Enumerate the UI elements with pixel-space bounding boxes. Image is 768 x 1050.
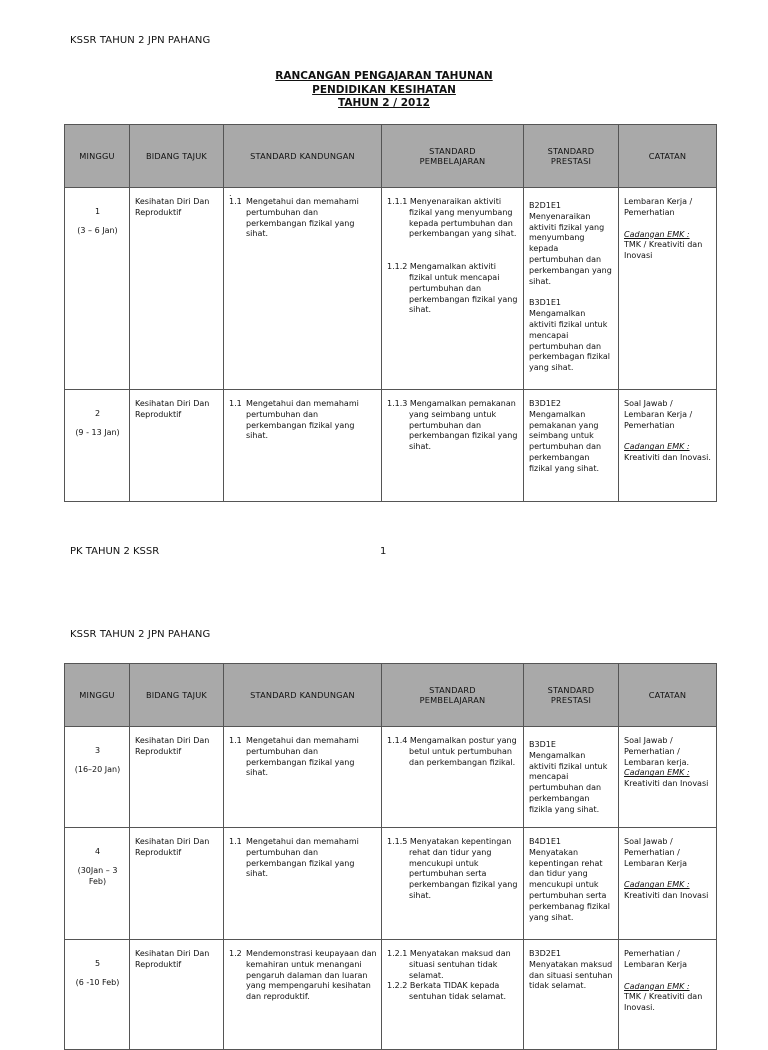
- catatan-text: Soal Jawab / Pemerhatian / Lembaran kerja.: [624, 736, 690, 767]
- pembelajaran-item: 1.2.2 Berkata TIDAK kepada sentuhan tidak selamat.: [387, 981, 507, 1002]
- pembelajaran-item: 1.1.3 Mengamalkan pemakanan yang seimbang untuk pertumbuhan dan perkembangan fizikal yang sihat.: [387, 399, 518, 452]
- emk-text: TMK / Kreativiti dan Inovasi.: [624, 992, 703, 1013]
- header-text: PEMBELAJARAN: [419, 695, 486, 705]
- catatan-text: Soal Jawab / Pemerhatian / Lembaran Kerja: [624, 837, 687, 868]
- pembelajaran-cell: [382, 390, 524, 502]
- week-dates: (16–20 Jan): [74, 764, 121, 774]
- catatan-text: Soal Jawab / Lembaran Kerja / Pemerhatian: [624, 399, 693, 430]
- prestasi-cell: [524, 940, 619, 1050]
- emk-text: Kreativiti dan Inovasi: [624, 891, 709, 901]
- table-header-row: [65, 125, 717, 188]
- header-text: STANDARD: [429, 684, 476, 695]
- emk-text: Kreativiti dan Inovasi.: [624, 453, 711, 463]
- kandungan-cell: [224, 188, 382, 390]
- week-cell: [65, 188, 130, 390]
- column-header-kandungan: STANDARD KANDUNGAN: [224, 664, 382, 727]
- kandungan-text: Mendemonstrasi keupayaan dan kemahiran untuk menangani pengaruh dalaman dan luaran yang mempengaruhi kesihatan dan reproduktif.: [246, 949, 377, 1002]
- bidang-cell: Kesihatan Diri Dan Reproduktif: [130, 390, 224, 502]
- title-line-1: RANCANGAN PENGAJARAN TAHUNAN: [275, 70, 493, 82]
- prestasi-text: Mengamalkan aktiviti fizikal untuk mencapai pertumbuhan dan perkembangan fizikla yang sihat.: [529, 750, 608, 814]
- kandungan-text: Mengetahui dan memahami pertumbuhan dan perkembangan fizikal yang sihat.: [246, 399, 359, 441]
- prestasi-code: B2D1E1: [529, 201, 561, 210]
- table-header-row: [65, 664, 717, 727]
- kandungan-text: Mengetahui dan memahami pertumbuhan dan perkembangan fizikal yang sihat.: [246, 736, 359, 778]
- kandungan-number: 1.1: [229, 399, 242, 408]
- column-header-kandungan: STANDARD KANDUNGAN: [224, 125, 382, 188]
- prestasi-code: B4D1E1: [529, 837, 561, 846]
- pembelajaran-item: 1.1.1 Menyenaraikan aktiviti fizikal yang menyumbang kepada pertumbuhan dan perkembangan yang sihat.: [387, 197, 517, 239]
- week-cell: [65, 390, 130, 502]
- emk-label: Cadangan EMK :: [624, 880, 690, 890]
- bidang-cell: Kesihatan Diri Dan Reproduktif: [130, 188, 224, 390]
- kandungan-text: Mengetahui dan memahami pertumbuhan dan perkembangan fizikal yang sihat.: [246, 837, 359, 879]
- week-cell: [65, 727, 130, 828]
- document-title: [0, 70, 768, 111]
- title-line-3: TAHUN 2 / 2012: [338, 97, 430, 109]
- prestasi-code: B3D2E1: [529, 949, 561, 958]
- emk-text: TMK / Kreativiti dan Inovasi: [624, 240, 703, 261]
- catatan-cell: [619, 188, 717, 390]
- catatan-cell: [619, 940, 717, 1050]
- catatan-text: Pemerhatian / Lembaran Kerja: [624, 949, 687, 969]
- page-footer: PK TAHUN 2 KSSR: [70, 546, 160, 557]
- pembelajaran-cell: [382, 188, 524, 390]
- week-number: 4: [94, 847, 101, 856]
- table-row: [65, 390, 717, 502]
- table-row: [65, 188, 717, 390]
- table-row: [65, 940, 717, 1050]
- prestasi-text: Menyatakan maksud dan situasi sentuhan tidak selamat.: [529, 959, 613, 991]
- prestasi-cell: [524, 727, 619, 828]
- bidang-cell: Kesihatan Diri Dan Reproduktif: [130, 727, 224, 828]
- catatan-text: Lembaran Kerja / Pemerhatian: [624, 197, 693, 217]
- kandungan-number: 1.2: [229, 949, 242, 958]
- column-header-minggu: MINGGU: [65, 664, 130, 727]
- pembelajaran-item: 1.1.4 Mengamalkan postur yang betul untuk pertumbuhan dan perkembangan fizikal.: [387, 736, 517, 767]
- prestasi-text: Menyenaraikan aktiviti fizikal yang menyumbang kepada pertumbuhan dan perkembangan yang sihat.: [529, 211, 612, 286]
- kandungan-number: 1.1: [229, 837, 242, 846]
- catatan-cell: [619, 390, 717, 502]
- bidang-cell: Kesihatan Diri Dan Reproduktif: [130, 828, 224, 940]
- page-header: KSSR TAHUN 2 JPN PAHANG: [70, 629, 211, 640]
- prestasi-code: B3D1E2: [529, 399, 561, 408]
- emk-label: Cadangan EMK :: [624, 768, 690, 778]
- week-dates: (6 -10 Feb): [75, 977, 120, 987]
- column-header-catatan: CATATAN: [619, 125, 717, 188]
- catatan-cell: [619, 727, 717, 828]
- pembelajaran-item: 1.1.5 Menyatakan kepentingan rehat dan tidur yang mencukupi untuk pertumbuhan serta perkembangan fizikal yang sihat.: [387, 837, 518, 900]
- kandungan-number: 1.1: [229, 736, 242, 745]
- prestasi-cell: [524, 188, 619, 390]
- kandungan-text: Mengetahui dan memahami pertumbuhan dan perkembangan fizikal yang sihat.: [246, 197, 359, 239]
- prestasi-text: Menyatakan kepentingan rehat dan tidur yang mencukupi untuk pertumbuhan serta perkembanag fizikal yang sihat.: [529, 847, 611, 922]
- column-header-prestasi: [524, 664, 619, 727]
- prestasi-code: B3D1E1: [529, 298, 561, 308]
- week-number: 1: [94, 207, 101, 216]
- plan-table-page-2: [64, 663, 717, 1050]
- stray-dot: .: [229, 189, 232, 198]
- column-header-pembelajaran: [382, 125, 524, 188]
- column-header-bidang: BIDANG TAJUK: [130, 664, 224, 727]
- emk-label: Cadangan EMK :: [624, 442, 690, 452]
- pembelajaran-item: 1.1.2 Mengamalkan aktiviti fizikal untuk mencapai pertumbuhan dan perkembangan fizikal yang sihat.: [387, 262, 518, 315]
- pembelajaran-cell: [382, 940, 524, 1050]
- emk-label: Cadangan EMK :: [624, 981, 690, 991]
- table-row: [65, 828, 717, 940]
- pembelajaran-cell: [382, 727, 524, 828]
- week-dates: (30Jan – 3 Feb): [77, 865, 118, 886]
- column-header-catatan: CATATAN: [619, 664, 717, 727]
- week-cell: [65, 828, 130, 940]
- column-header-bidang: BIDANG TAJUK: [130, 125, 224, 188]
- prestasi-cell: [524, 828, 619, 940]
- header-text: STANDARD: [429, 145, 476, 156]
- prestasi-text: Mengamalkan pemakanan yang seimbang untuk pertumbuhan dan perkembangan fizikal yang sihat.: [529, 409, 602, 473]
- prestasi-cell: [524, 390, 619, 502]
- prestasi-text: Mengamalkan aktiviti fizikal untuk mencapai pertumbuhan dan perkembagan fizikal yang sihat.: [529, 309, 611, 373]
- pembelajaran-item: 1.2.1 Menyatakan maksud dan situasi sentuhan tidak selamat.: [387, 949, 511, 980]
- pembelajaran-cell: [382, 828, 524, 940]
- page-number: 1: [380, 546, 387, 557]
- week-dates: (3 – 6 Jan): [77, 225, 118, 235]
- header-text: STANDARD: [547, 684, 595, 695]
- kandungan-cell: [224, 390, 382, 502]
- kandungan-cell: [224, 828, 382, 940]
- header-text: PRESTASI: [550, 156, 592, 166]
- plan-table-page-1: [64, 124, 717, 502]
- week-number: 3: [94, 746, 101, 755]
- header-text: PEMBELAJARAN: [419, 156, 486, 166]
- week-dates: (9 - 13 Jan): [75, 427, 120, 437]
- column-header-pembelajaran: [382, 664, 524, 727]
- column-header-prestasi: [524, 125, 619, 188]
- emk-text: Kreativiti dan Inovasi: [624, 779, 709, 789]
- kandungan-number: 1.1: [229, 197, 242, 206]
- week-number: 5: [94, 959, 101, 968]
- kandungan-cell: [224, 940, 382, 1050]
- column-header-minggu: MINGGU: [65, 125, 130, 188]
- kandungan-cell: [224, 727, 382, 828]
- table-row: [65, 727, 717, 828]
- header-text: STANDARD: [547, 145, 595, 156]
- catatan-cell: [619, 828, 717, 940]
- prestasi-code: B3D1E: [529, 740, 556, 749]
- bidang-cell: Kesihatan Diri Dan Reproduktif: [130, 940, 224, 1050]
- header-text: PRESTASI: [550, 695, 592, 705]
- week-cell: [65, 940, 130, 1050]
- emk-label: Cadangan EMK :: [624, 229, 690, 239]
- page-header: KSSR TAHUN 2 JPN PAHANG: [70, 35, 211, 46]
- title-line-2: PENDIDIKAN KESIHATAN: [312, 83, 456, 96]
- week-number: 2: [94, 409, 101, 418]
